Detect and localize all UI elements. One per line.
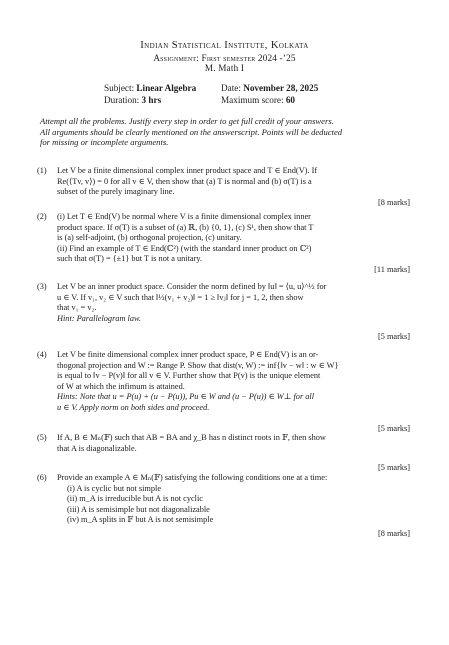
question-line: Provide an example A ∈ Mₙ(𝔽) satisfying the following conditions one at a time: [57,473,328,482]
question-1 [37,166,410,208]
question-line: Let V be finite dimensional complex inner product space, P ∈ End(V) is an or- [57,350,319,359]
question-line: If A, B ∈ Mₙ(𝔽) such that AB = BA and χ_B has n distinct roots in 𝔽, then show [57,433,326,442]
marks-label: [8 marks] [377,528,410,538]
instruction-line: All arguments should be clearly mentioned on the answerscript. Points will be deducted [40,126,343,137]
question-number: (4) [37,350,47,359]
question-line: Let V be an inner product space. Consider the norm defined by ‖u‖ = ⟨u, u⟩^½ for [57,282,327,291]
question-line: that A is diagonalizable. [57,443,137,453]
marks-label: [11 marks] [374,264,410,274]
hint-line: Hints: Note that u = P(u) + (u − P(u)), Pu ∈ W and (u − P(u)) ∈ W⊥ for all [57,392,315,402]
question-line: u ∈ V. If v₁, v₂ ∈ V such that ‖½(v₁ + v₂)‖ = 1 ≥ ‖vⱼ‖ for j = 1, 2, then show [57,292,304,302]
duration-field [104,95,161,105]
marks-label: [5 marks] [377,332,410,342]
date-field [221,83,318,93]
duration-value: 3 hrs [141,95,162,105]
institute-title: Indian Statistical Institute, Kolkata [140,40,309,51]
max-score-value: 60 [285,95,295,105]
question-line: that v₁ = v₂. [57,303,97,313]
question-line: product space. If σ(T) is a subset of (a) ℝ, (b) {0, 1}, (c) S¹, then show that T [57,222,314,232]
question-2 [37,212,410,276]
course-title: M. Math I [204,63,245,73]
question-number: (6) [37,473,47,482]
max-score-field [221,95,295,105]
question-number: (3) [37,282,47,291]
question-line: is (a) self-adjoint, (b) orthogonal projection, (c) unitary. [57,233,242,243]
instruction-line: for missing or incomplete arguments. [40,137,169,148]
marks-label: [5 marks] [377,463,410,473]
question-line: such that σ(T) = {±1} but T is not a unitary. [57,254,203,264]
question-line: (ii) Find an example of T ∈ End(ℂ²) (with the standard inner product on ℂ²) [57,243,312,253]
instructions [40,116,420,148]
question-4 [37,350,410,434]
question-line: Re(⟨Tv, v⟩) = 0 for all v ∈ V, then show that (a) T is normal and (b) σ(T) is a [57,176,312,186]
max-score-label: Maximum score: [221,95,284,105]
instruction-line: Attempt all the problems. Justify every step in order to get full credit of your answers. [40,116,334,126]
question-line: Let V be a finite dimensional complex inner product space and T ∈ End(V). If [57,166,318,175]
marks-label: [5 marks] [377,423,410,433]
question-number: (1) [37,166,47,175]
question-line: is equal to ‖v − P(v)‖ for all v ∈ V. Further show that P(v) is the unique element [57,371,321,381]
list-item: (iii) A is semisimple but not diagonalizable [67,504,210,514]
question-line: subset of the purely imaginary line. [57,187,175,197]
question-number: (5) [37,433,47,442]
duration-label: Duration: [104,95,140,105]
hint-line: u ∈ V. Apply norm on both sides and proceed. [57,402,210,412]
question-3 [37,282,410,343]
marks-label: [8 marks] [377,197,410,207]
question-line: of W at which the infimum is attained. [57,381,185,391]
list-item: (iv) m_A splits in 𝔽 but A is not semisimple [67,515,214,525]
subject-value: Linear Algebra [136,83,197,93]
question-line: thogonal projection and W := Range P. Show that dist(v, W) := inf{‖v − w‖ : w ∈ W} [57,360,339,370]
date-label: Date: [221,83,241,93]
assignment-title: Assignment: First semester 2024 -’25 [153,53,296,63]
question-line: (i) Let T ∈ End(V) be normal where V is a finite dimensional complex inner [57,212,311,221]
date-value: November 28, 2025 [243,83,319,93]
subject-label: Subject: [104,83,135,93]
list-item: (ii) m_A is irreducible but A is not cyclic [67,494,203,504]
subject-field [104,83,196,93]
question-6 [37,473,410,540]
list-item: (i) A is cyclic but not simple [67,483,162,493]
hint-line: Hint: Parallelogram law. [57,313,141,323]
question-5 [37,433,410,474]
question-number: (2) [37,212,47,221]
